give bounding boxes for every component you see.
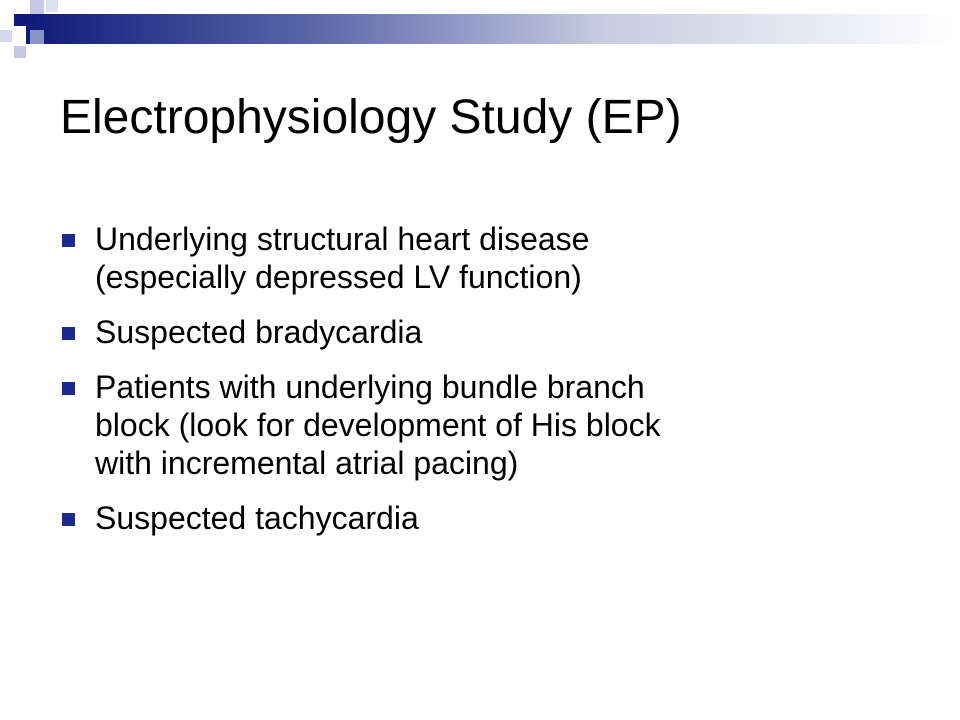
bullet-list <box>62 220 922 554</box>
square-bullet-icon <box>62 234 75 247</box>
slide-title: Electrophysiology Study (EP) <box>60 91 682 144</box>
list-item <box>62 368 922 482</box>
square-bullet-icon <box>62 382 75 395</box>
bullet-text: Underlying structural heart disease (especially depressed LV function) <box>95 221 590 295</box>
list-item <box>62 499 922 537</box>
header-square-dark <box>14 14 26 26</box>
header-gradient-bar <box>26 14 960 44</box>
list-item <box>62 313 922 351</box>
square-bullet-icon <box>62 327 75 340</box>
bullet-text: Suspected bradycardia <box>95 314 423 350</box>
list-item <box>62 220 922 296</box>
square-bullet-icon <box>62 513 75 526</box>
header-square-light <box>14 46 26 58</box>
bullet-text: Suspected tachycardia <box>95 500 419 536</box>
bullet-text: Patients with underlying bundle branch block (look for development of His block with incremental atrial pacing) <box>95 369 661 481</box>
header-square-light <box>46 0 58 12</box>
header-square-mid <box>30 30 44 44</box>
header-square-light <box>0 30 12 42</box>
header-square-light <box>30 0 44 14</box>
